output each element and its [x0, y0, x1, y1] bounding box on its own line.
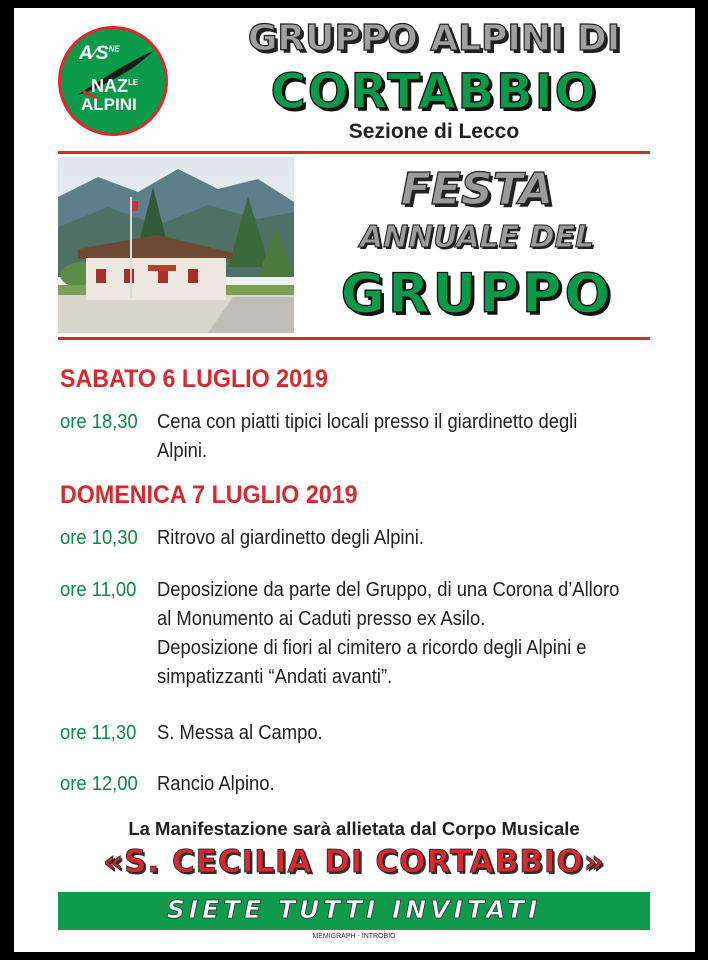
divider-top: [58, 151, 650, 154]
invitation-banner: [58, 892, 650, 930]
program-time: ore 18,30: [60, 411, 138, 433]
subtitle-sezione: Sezione di Lecco: [348, 120, 520, 143]
day-heading-sabato: SABATO 6 LUGLIO 2019: [60, 365, 328, 393]
program-description: Cena con piatti tipici locali presso il giardinetto degli Alpini.: [157, 411, 578, 462]
festa-line-1: FESTA: [400, 164, 554, 215]
band-name: «S. CECILIA DI CORTABBIO»: [103, 844, 605, 880]
program-time: ore 10,30: [60, 527, 138, 549]
logo-line-2: $NAZ^{LE}$: [91, 76, 139, 96]
program-description: Deposizione da parte del Gruppo, di una Corona d’Alloro al Monumento ai Caduti presso ex Asilo. Deposizione di fiori al cimitero a ricordo degli Alpini e simpatizzanti “Andati avanti”.: [157, 579, 620, 688]
program-description: Ritrovo al giardinetto degli Alpini.: [157, 527, 424, 549]
poster: [14, 8, 695, 952]
logo-line-3: ALPINI: [81, 95, 137, 114]
program-time: ore 11,00: [60, 579, 137, 601]
title-cortabbio: CORTABBIO: [270, 64, 598, 120]
program-time: ore 12,00: [60, 773, 138, 795]
music-note: La Manifestazione sarà allietata dal Corpo Musicale: [128, 818, 580, 839]
program-description: Rancio Alpino.: [157, 773, 275, 795]
program-time: ore 11,30: [60, 722, 137, 744]
logo-line-1: $A∕S^{NE}$: [79, 43, 120, 64]
program-description: S. Messa al Campo.: [157, 722, 323, 744]
day-heading-domenica: DOMENICA 7 LUGLIO 2019: [60, 481, 358, 509]
invitation-text: SIETE TUTTI INVITATI: [166, 895, 542, 924]
divider-middle: [58, 337, 650, 340]
festa-line-2: ANNUALE DEL: [359, 220, 595, 255]
title-gruppo-alpini: GRUPPO ALPINI DI: [247, 18, 621, 59]
chalet-photo: [58, 157, 294, 333]
ana-logo: [58, 26, 168, 136]
printer-credit: MEMIGRAPH - INTROBIO: [312, 933, 396, 940]
festa-line-3: GRUPPO: [340, 262, 614, 325]
